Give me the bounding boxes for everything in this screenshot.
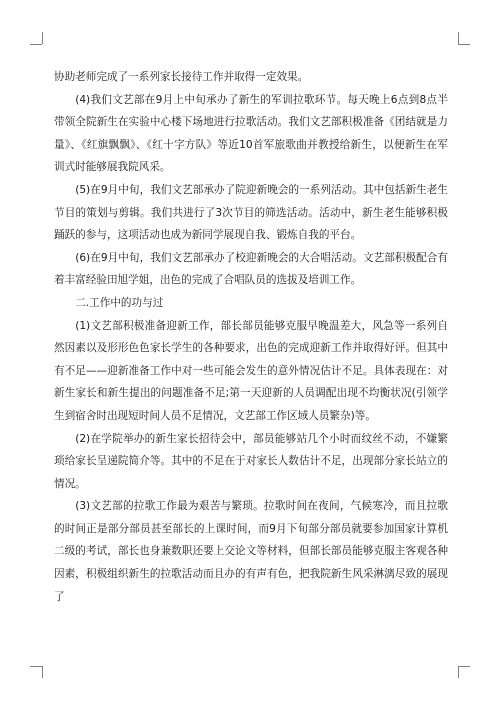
paragraph-section2-item-1: (1)文艺部积极准备迎新工作，部长部员能够克服早晚温差大，风急等一系列自然因素以及形形色色家长学生的各种要求，出色的完成迎新工作并取得好评。但其中有不足——迎新准备工作中对一些可能会发生的意外情况估计不足。具体表现在：对新生家长和新生提出的问题准备不足;第一天迎新的人员调配出现不均衡状况(引领学生到宿舍时出现短时间人员不足情况，文艺部工作区域人员繁杂)等。 (54, 319, 448, 422)
paragraph-section2-item-3: (3)文艺部的拉歌工作最为艰苦与繁琐。拉歌时间在夜间，气候寒冷，而且拉歌的时间正是部分部员甚至部长的上课时间，而9月下旬部分部员就要参加国家计算机二级的考试，部长也身兼数职还要上交论文等材料，但部长部员能够克服主客观各种因素，积极组织新生的拉歌活动而且办的有声有色，把我院新生风采淋漓尽致的展现了 (54, 500, 448, 603)
paragraph-item-4: (4)我们文艺部在9月上中旬承办了新生的军训拉歌环节。每天晚上6点到8点半带领全院新生在实验中心楼下场地进行拉歌活动。我们文艺部积极准备《团结就是力量》、《红旗飘飘》、《红十字方队》等近10首军旅歌曲并教授给新生，以便新生在军训式时能够展我院风采。 (54, 93, 448, 174)
document-body (54, 66, 448, 608)
paragraph-item-5: (5)在9月中旬，我们文艺部承办了院迎新晚会的一系列活动。其中包括新生老生节目的策划与剪辑。我们共进行了3次节目的筛选活动。活动中，新生老生能够积极踊跃的参与，这项活动也成为新同学展现自我、锻炼自我的平台。 (54, 183, 448, 242)
paragraph-section2-item-2: (2)在学院举办的新生家长招待会中，部员能够站几个小时而纹丝不动，不嫌繁琐给家长呈递院简介等。其中的不足在于对家长人数估计不足，出现部分家长站立的情况。 (54, 432, 448, 490)
paragraph-continuation: 协助老师完成了一系列家长接待工作并取得一定效果。 (54, 71, 309, 83)
section-heading: 二.工作中的功与过 (75, 296, 164, 309)
paragraph-item-6: (6)在9月中旬，我们文艺部承办了校迎新晚会的大合唱活动。文艺部积极配合有着丰富经验田旭学姐，出色的完成了合唱队员的选拔及培训工作。 (54, 251, 448, 287)
